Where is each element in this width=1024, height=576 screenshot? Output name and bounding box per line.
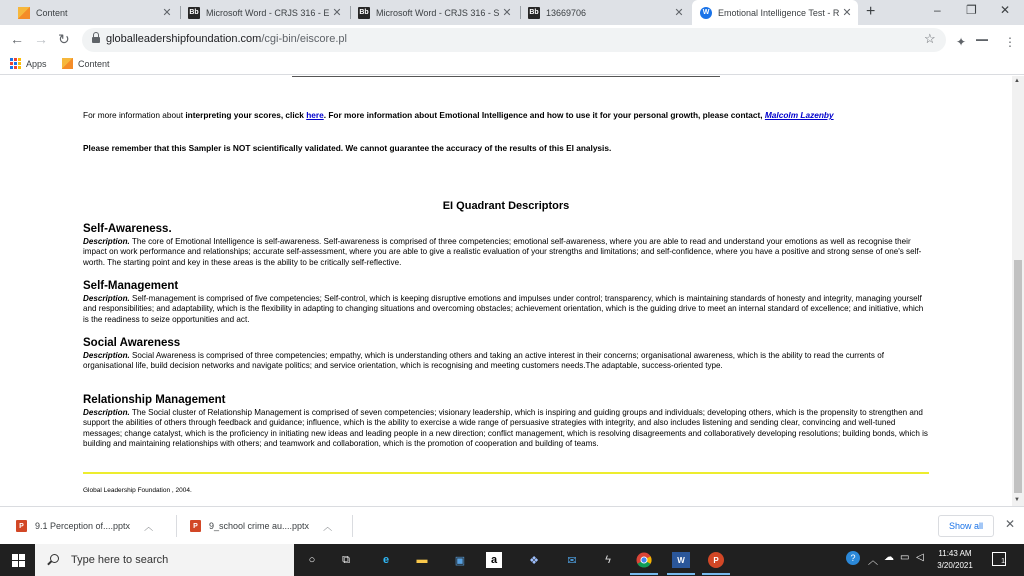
- extensions-puzzle-icon[interactable]: ✦: [956, 35, 967, 49]
- windows-taskbar: [0, 544, 1024, 576]
- close-shelf-icon[interactable]: ✕: [1005, 517, 1016, 531]
- close-icon[interactable]: ✕: [674, 7, 684, 19]
- content-icon: [62, 58, 73, 69]
- address-bar[interactable]: [82, 28, 946, 52]
- here-link[interactable]: here: [306, 110, 324, 120]
- section-heading-self-awareness: Self-Awareness.: [83, 223, 172, 235]
- section-description-social-awareness: Description. Social Awareness is comprised of three competencies; empathy, which is understanding others and taking an active interest in their concerns; organisational awareness, which is the ability to read the currents of organisational life, build decision networks and navigate politics; and service orientation, which is recognising and meeting customers needs.The adaptable, success-oriented type.: [83, 351, 884, 371]
- disclaimer-text: Please remember that this Sampler is NOT scientifically validated. We cannot guarantee the accuracy of the results of this EI analysis.: [83, 143, 612, 153]
- tab-word-1[interactable]: [180, 0, 348, 25]
- powerpoint-file-icon: P: [16, 520, 27, 532]
- browser-toolbar: [0, 25, 1024, 55]
- bookmark-content[interactable]: Content: [62, 58, 110, 69]
- word-icon[interactable]: W: [672, 552, 690, 568]
- download-separator: [176, 515, 177, 537]
- tab-title: Emotional Intelligence Test - R: [718, 7, 840, 18]
- chevron-up-icon[interactable]: ︿: [144, 521, 154, 532]
- horizontal-rule: [292, 76, 720, 77]
- tab-content[interactable]: [10, 0, 178, 25]
- info-paragraph: For more information about interpreting your scores, click here. For more information about Emotional Intelligence and how to use it for your personal growth, please contact, Malcolm Lazenby: [83, 110, 834, 120]
- section-description-self-management: Description. Self-management is comprised of five competencies; Self-control, which is keeping disruptive emotions and impulses under control; transparency, which is maintaining standards of honesty and integrity, managing yourself and responsibilities; and adaptability, which is the flexibility in adapting to changing situations and overcoming obstacles; achievement orientation, which is the guiding drive to meet an internal standard of excellence; and initiative, which is the readiness to seize opportunities and act.: [83, 294, 924, 324]
- mail-icon[interactable]: ✉: [567, 554, 577, 567]
- close-icon[interactable]: ✕: [842, 7, 852, 19]
- close-icon[interactable]: ✕: [162, 7, 172, 19]
- show-all-button[interactable]: Show all: [938, 515, 994, 537]
- cloud-icon[interactable]: ☁: [884, 552, 894, 563]
- scroll-down-icon[interactable]: ▼: [1014, 497, 1020, 503]
- taskbar-search-box[interactable]: Type here to search: [35, 544, 294, 576]
- store-icon[interactable]: ▣: [454, 554, 466, 567]
- window-close-button[interactable]: ✕: [1000, 3, 1011, 17]
- cortana-icon[interactable]: ○: [308, 554, 316, 566]
- powerpoint-icon[interactable]: P: [708, 552, 724, 568]
- download-item[interactable]: P 9_school crime au....pptx ︿: [190, 517, 332, 535]
- tab-title: Microsoft Word - CRJS 316 - S: [376, 7, 500, 18]
- web-page: [0, 76, 1012, 506]
- page-scrollbar[interactable]: [1012, 76, 1024, 506]
- new-tab-button[interactable]: +: [866, 3, 876, 20]
- amazon-icon[interactable]: a: [486, 552, 502, 568]
- chevron-up-icon[interactable]: ︿: [868, 556, 878, 567]
- minimize-button[interactable]: –: [934, 3, 941, 17]
- lock-icon: [92, 35, 100, 44]
- blackboard-icon: Bb: [528, 7, 540, 19]
- download-shelf: [0, 506, 1024, 544]
- url-text[interactable]: globalleadershipfoundation.com/cgi-bin/eiscore.pl: [106, 33, 347, 45]
- tab-title: 13669706: [546, 7, 587, 18]
- section-description-self-awareness: Description. The core of Emotional Intelligence is self-awareness. Self-awareness is comprised of three competencies; emotional self-awareness, where you are able to read and understand your emotions as well as recognise their impact on work performance and relationships; accurate self-assessment, where you are able to give a realistic evaluation of your strengths and limitations; and self-confidence, where you have a positive and strong sense of one's self-worth. The starting point and key in these areas is the ability to be critically self-reflective.: [83, 237, 922, 267]
- content-icon: [18, 7, 30, 19]
- apps-grid-icon: [10, 58, 21, 69]
- active-app-indicator: [630, 573, 658, 575]
- tab-title: Content: [36, 7, 68, 18]
- app-bolt-icon[interactable]: ϟ: [605, 554, 611, 566]
- bookmarks-bar: [0, 55, 1024, 75]
- notification-icon[interactable]: 1: [992, 552, 1006, 566]
- blackboard-icon: Bb: [358, 7, 370, 19]
- windows-start-icon[interactable]: [12, 554, 26, 567]
- file-explorer-icon[interactable]: ▬: [416, 554, 428, 566]
- download-separator: [352, 515, 353, 537]
- volume-icon[interactable]: ◁: [916, 552, 924, 563]
- scrollbar-thumb[interactable]: [1014, 260, 1022, 493]
- edge-icon[interactable]: e: [382, 554, 390, 566]
- dropbox-icon[interactable]: ❖: [529, 554, 539, 567]
- menu-kebab-icon[interactable]: ⋮: [1004, 35, 1016, 49]
- section-description-relationship-management: Description. The Social cluster of Relationship Management is comprised of seven competencies; visionary leadership, which is inspiring and guiding groups and individuals; developing others, which is the propensity to strengthen and support the abilities of others through feedback and guidance; influence, which is the ability to exercise a wide range of persuasive strategies with integrity, and also includes listening and sending clear, convincing and well-tuned messages; change catalyst, which is the proficiency in initiating new ideas and leading people in a new direction; conflict management, which is resolving disagreements and collaboratively developing resolutions; building bonds, which is building and maintaining relationships with others; and teamwork and collaboration, which is the promotion of cooperation and building of teams.: [83, 408, 928, 449]
- bookmark-apps[interactable]: Apps: [10, 58, 47, 69]
- forward-arrow-icon[interactable]: →: [34, 31, 48, 47]
- taskbar-clock[interactable]: 11:43 AM 3/20/2021: [937, 549, 973, 570]
- battery-icon[interactable]: ▭: [900, 552, 910, 563]
- bookmark-star-icon[interactable]: ☆: [924, 31, 936, 46]
- back-arrow-icon[interactable]: ←: [10, 31, 24, 47]
- active-app-indicator: [667, 573, 695, 575]
- close-icon[interactable]: ✕: [332, 7, 342, 19]
- section-heading-social-awareness: Social Awareness: [83, 337, 181, 349]
- chevron-up-icon[interactable]: ︿: [323, 521, 333, 532]
- section-heading-self-management: Self-Management: [83, 280, 179, 292]
- footer-copyright: Global Leadership Foundation , 2004.: [83, 487, 192, 494]
- download-item[interactable]: P 9.1 Perception of....pptx ︿: [16, 517, 153, 535]
- tab-13669706[interactable]: [520, 0, 690, 25]
- tab-title: Microsoft Word - CRJS 316 - E: [206, 7, 330, 18]
- powerpoint-file-icon: P: [190, 520, 201, 532]
- malcolm-lazenby-link[interactable]: Malcolm Lazenby: [764, 110, 834, 120]
- reload-icon[interactable]: ↻: [58, 31, 70, 47]
- search-icon: [47, 554, 59, 566]
- restore-button[interactable]: ❐: [966, 3, 977, 17]
- quadrant-title: EI Quadrant Descriptors: [442, 200, 570, 212]
- tab-bar: [0, 0, 1024, 25]
- yellow-divider: [83, 472, 929, 474]
- close-icon[interactable]: ✕: [502, 7, 512, 19]
- scroll-up-icon[interactable]: ▲: [1014, 78, 1020, 84]
- task-view-icon[interactable]: ⧉: [342, 553, 350, 566]
- help-icon[interactable]: ?: [846, 551, 860, 565]
- chrome-icon[interactable]: [634, 550, 654, 570]
- blackboard-icon: Bb: [188, 7, 200, 19]
- active-app-indicator: [702, 573, 730, 575]
- globe-icon: W: [700, 7, 712, 19]
- tab-emotional-intelligence[interactable]: [692, 0, 858, 25]
- tab-word-2[interactable]: [350, 0, 518, 25]
- section-heading-relationship-management: Relationship Management: [83, 394, 226, 406]
- profile-extension-icon[interactable]: ▬▬: [976, 37, 988, 43]
